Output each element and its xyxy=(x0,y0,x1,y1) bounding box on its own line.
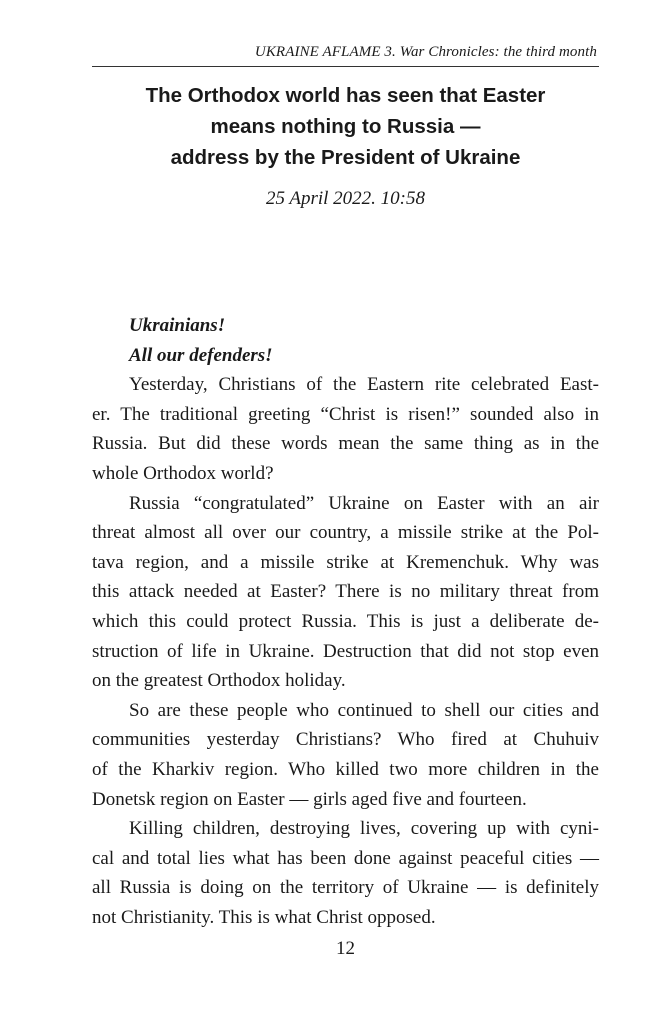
page-number: 12 xyxy=(336,938,355,959)
paragraph-line: whole Orthodox world? xyxy=(92,462,274,484)
title-line: The Orthodox world has seen that Easter xyxy=(145,84,546,107)
paragraph-line: threat almost all over our country, a missile strike at the Pol- xyxy=(92,522,599,544)
header-rule xyxy=(92,66,599,67)
paragraph-line: communities yesterday Christians? Who fired at Chuhuiv xyxy=(92,729,599,751)
paragraph-line: Donetsk region on Easter — girls aged five and fourteen. xyxy=(92,788,527,810)
paragraph-line: on the greatest Orthodox holiday. xyxy=(92,670,346,692)
paragraph-line: not Christianity. This is what Christ opposed. xyxy=(92,906,436,928)
paragraph-line: Russia “congratulated” Ukraine on Easter with an air xyxy=(129,492,599,514)
paragraph-line: tava region, and a missile strike at Kremenchuk. Why was xyxy=(92,551,599,573)
salutation-line: Ukrainians! xyxy=(129,315,226,336)
paragraph-line: Killing children, destroying lives, covering up with cyni- xyxy=(129,818,599,840)
body-text xyxy=(92,311,599,932)
paragraph-line: which this could protect Russia. This is just a deliberate de- xyxy=(92,610,599,632)
paragraph-line: of the Kharkiv region. Who killed two more children in the xyxy=(92,758,599,780)
paragraph-line: er. The traditional greeting “Christ is risen!” sounded also in xyxy=(92,403,599,425)
paragraph-line: Yesterday, Christians of the Eastern rite celebrated East- xyxy=(129,374,599,396)
title-line: means nothing to Russia — xyxy=(210,115,481,138)
dateline: 25 April 2022. 10:58 xyxy=(265,188,426,209)
paragraph-line: Russia. But did these words mean the same thing as in the xyxy=(92,433,599,455)
salutation-line: All our defenders! xyxy=(129,344,273,366)
article-title xyxy=(92,80,599,173)
paragraph-line: this attack needed at Easter? There is no military threat from xyxy=(92,581,599,603)
running-head: UKRAINE AFLAME 3. War Chronicles: the third month xyxy=(254,44,597,60)
title-line: address by the President of Ukraine xyxy=(170,146,521,169)
paragraph-line: struction of life in Ukraine. Destruction that did not stop even xyxy=(92,640,599,662)
paragraph-line: all Russia is doing on the territory of Ukraine — is definitely xyxy=(92,877,599,899)
paragraph-line: So are these people who continued to shell our cities and xyxy=(129,699,599,721)
paragraph-line: cal and total lies what has been done against peaceful cities — xyxy=(92,847,599,869)
